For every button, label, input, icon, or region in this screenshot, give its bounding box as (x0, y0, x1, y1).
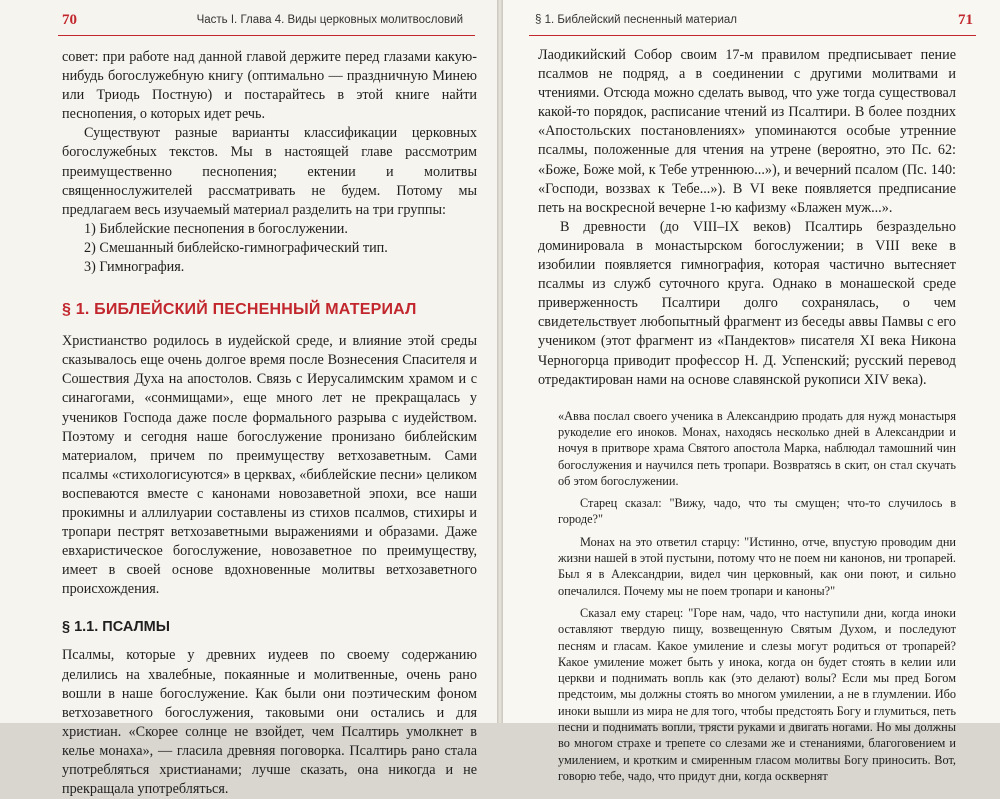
paragraph: Лаодикийский Собор своим 17-м правилом предписывает пение псалмов не подряд, а в соединении с другими молитвами и чтениями. Отсюда можно сделать вывод, что уже тогда существовал какой-то порядок, расписание чтений из Псалтири. В более поздних «Апостольских постановлениях» упоминаются особые утренние псалмы, положенные для чтения на утрене (вероятно, это Пс. 62: «Боже, Боже мой, к Тебе утреннюю...»), и вечерний псалом (Пс. 140: «Господи, воззвах к Тебе...»). В VI веке появляется предписание петь на воскресной вечерне 1-ю кафизму «Блажен муж...». (538, 47, 956, 216)
section-heading: § 1. БИБЛЕЙСКИЙ ПЕСНЕННЫЙ МАТЕРИАЛ (62, 301, 417, 319)
quote-paragraph: Старец сказал: "Вижу, чадо, что ты смущен; что-то случилось в городе?" (558, 496, 956, 527)
header-rule (58, 35, 475, 36)
running-head-left: Часть I. Глава 4. Виды церковных молитвословий (196, 14, 463, 26)
list-item: 2) Смешанный библейско-гимнографический тип. (84, 239, 388, 256)
list-item: 1) Библейские песнопения в богослужении. (84, 220, 348, 237)
page-number-right: 71 (958, 12, 973, 28)
subsection-heading: § 1.1. ПСАЛМЫ (62, 619, 170, 636)
paragraph: Псалмы, которые у древних иудеев по своему содержанию делились на хвалебные, покаянные и молитвенные, очень рано вошли в наше богослужение. Как были они поэтическим фоном ветхозаветного богослужения, таковыми они остались и для христиан. «Скорее солнце не взойдет, чем Псалтирь умолкнет в келье монаха», — гласила древняя поговорка. Псалтирь рано стала употребляться христианами; лучше сказать, она никогда и не прекращала употребляться. (62, 647, 477, 798)
quote-paragraph: Сказал ему старец: "Горе нам, чадо, что наступили дни, когда иноки оставляют твердую пищу, возвещенную Святым Духом, и последуют песням и гласам. Какое умиление и слезы могут родиться от тропарей? Какое умиление может быть у инока, когда он будет стоять в келии или церкви и поднимать вопль как (это делают) волы? Если мы пред Богом предстоим, мы должны стоять во многом умилении, а не в глумлении. Ибо иноки вышли из мира не для того, чтобы предстоять Богу и глумиться, петь песни и поднимать вопли, трясти руками и двигать ногами. Но мы должны во многом страхе и трепете со слезами же и стенаниями, благоговением и умилением, и кротким и смиренным гласом молитвы Богу приносить. Вот, говорю тебе, чадо, что придут дни, когда осквернят (558, 605, 956, 783)
quote-paragraph: «Авва послал своего ученика в Александрию продать для нужд монастыря рукоделие его иноков. Монах, находясь несколько дней в Александрии и ночуя в притворе храма Святого апостола Марка, наблюдал тамошний чин богослужения и научился петь тропари. Возвратясь в скит, он стал скучать об этом богослужении. (558, 408, 956, 488)
paragraph: Христианство родилось в иудейской среде, и влияние этой среды сказывалось еще очень долгое время после Вознесения Спасителя и Сошествия Духа на апостолов. Связь с Иерусалимским храмом и с синагогами, «сонмищами», еще много лет не прекращалась у учеников Господа даже после формального разрыва с иудейством. Поэтому и сегодня наше богослужение пронизано библейским материалом, причем по преимуществу ветхозаветным. Сами псалмы «стихологисуются» в церквах, «библейские песни» целиком воспеваются вместе с канонами новозаветной эпохи, все наши прокимны и аллилуарии составлены из стихов псалмов, стихиры и тропари пестрят ветхозаветными выражениями и образами. Даже евхаристическое богослужение, новозаветное по преимуществу, имеет в своей основе вдохновенные молитвы ветхозаветного происхождения. (62, 333, 477, 598)
paragraph: В древности (до VIII–IX веков) Псалтирь безраздельно доминировала в монастырском богослужении; в VIII веке в изобилии появляется гимнография, которая частично вытесняет псалмы из служб суточного круга. Однако в монашеской среде приверженность Псалтири долго сохранялась, о чем свидетельствует любопытный фрагмент из беседы аввы Памвы с его учеником (этот фрагмент из «Пандектов» писателя XI века Никона Черногорца приводит профессор Н. Д. Успенский; русский перевод отредактирован нами на основе славянской рукописи XIV века). (538, 218, 956, 388)
quote-paragraph: Монах на это ответил старцу: "Истинно, отче, впустую проводим дни жизни нашей в этой пустыни, потому что не поем ни канонов, ни тропарей. Был я в Александрии, видел чин церковный, как они поют, и сильно опечалился. Почему мы не поем тропари и каноны?" (558, 534, 956, 598)
group-list (62, 220, 477, 277)
paragraph: совет: при работе над данной главой держите перед глазами какую-нибудь богослужебную книгу (оптимально — праздничную Минею или Триодь Постную) и постарайтесь в этой книге найти песнопения, о которых идет речь. (62, 49, 477, 123)
running-head-right: § 1. Библейский песненный материал (535, 14, 737, 26)
right-page-body (538, 46, 956, 790)
paragraph: Существуют разные варианты классификации церковных богослужебных текстов. Мы в настоящей главе рассмотрим преимущественно песнопения; ектении и молитвы священнослужителей рассматривать не будем. Потому мы предлагаем весь изучаемый материал разделить на три группы: (62, 125, 477, 218)
right-page (503, 0, 1000, 783)
left-page (0, 0, 497, 798)
left-page-body (62, 48, 477, 799)
page-number-left: 70 (62, 12, 77, 28)
list-item: 3) Гимнография. (84, 259, 185, 276)
block-quote (538, 408, 956, 785)
header-rule (529, 35, 976, 36)
